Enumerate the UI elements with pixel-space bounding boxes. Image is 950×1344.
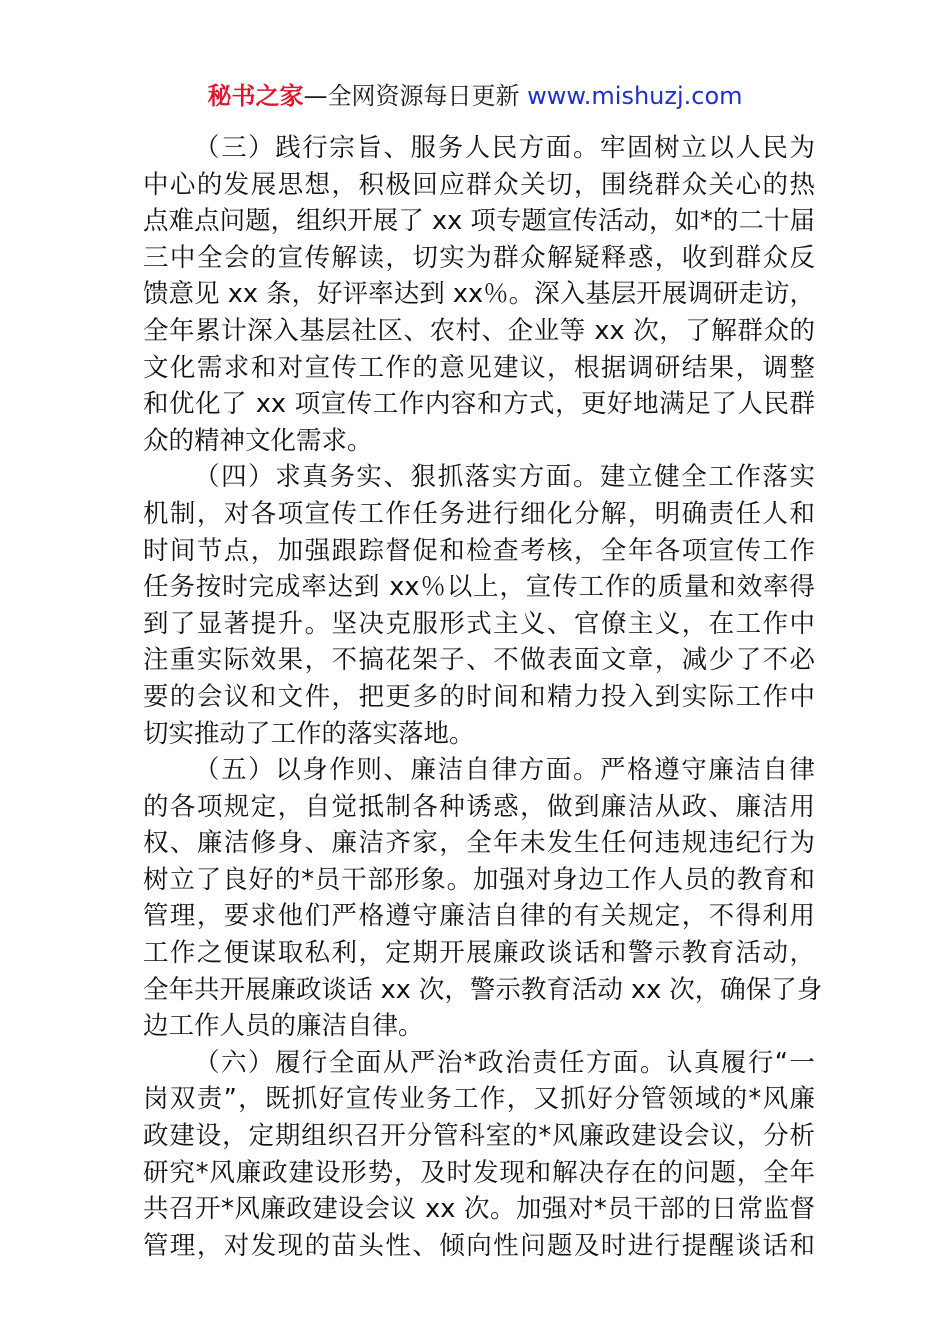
paragraph-line: 管理，要求他们严格遵守廉洁自律的有关规定，不得利用 (143, 901, 815, 932)
paragraph-line: 众的精神文化需求。 (143, 425, 373, 456)
brand-name: 秘书之家 (207, 82, 304, 110)
paragraph-line: 三中全会的宣传解读，切实为群众解疑释惑，收到群众反 (143, 242, 815, 273)
paragraph-line: 和优化了 xx 项宣传工作内容和方式，更好地满足了人民群 (143, 389, 815, 420)
site-header (0, 78, 950, 114)
paragraph-line: 树立了良好的*员干部形象。加强对身边工作人员的教育和 (143, 864, 815, 895)
paragraph-first-line: （五）以身作则、廉洁自律方面。严格遵守廉洁自律 (194, 755, 815, 786)
header-tagline: —全网资源每日更新 (303, 82, 528, 110)
paragraph-line: 点难点问题，组织开展了 xx 项专题宣传活动，如*的二十届 (143, 206, 815, 237)
paragraph-line: 权、廉洁修身、廉洁齐家，全年未发生任何违规违纪行为 (143, 828, 815, 859)
paragraph-line: 到了显著提升。坚决克服形式主义、官僚主义，在工作中 (143, 608, 815, 639)
paragraph-line: 的各项规定，自觉抵制各种诱惑，做到廉洁从政、廉洁用 (143, 791, 815, 822)
paragraph-line: 全年共开展廉政谈话 xx 次，警示教育活动 xx 次，确保了身 (143, 974, 823, 1005)
paragraph-line: 馈意见 xx 条，好评率达到 xx％。深入基层开展调研走访， (143, 279, 815, 310)
site-url-link[interactable]: www.mishuzj.com (527, 82, 743, 110)
paragraph-first-line: （四）求真务实、狠抓落实方面。建立健全工作落实 (194, 462, 815, 493)
paragraph-line: 文化需求和对宣传工作的意见建议，根据调研结果，调整 (143, 352, 815, 383)
paragraph-line: 任务按时完成率达到 xx％以上，宣传工作的质量和效率得 (143, 572, 815, 603)
paragraph-line: 时间节点，加强跟踪督促和检查考核，全年各项宣传工作 (143, 535, 815, 566)
paragraph-first-line: （六）履行全面从严治*政治责任方面。认真履行“一 (194, 1047, 815, 1078)
paragraph-line: 注重实际效果，不搞花架子、不做表面文章，减少了不必 (143, 645, 815, 676)
paragraph-line: 要的会议和文件，把更多的时间和精力投入到实际工作中 (143, 681, 815, 712)
paragraph-line: 切实推动了工作的落实落地。 (143, 718, 475, 749)
paragraph-line: 机制，对各项宣传工作任务进行细化分解，明确责任人和 (143, 498, 815, 529)
paragraph-first-line: （三）践行宗旨、服务人民方面。牢固树立以人民为 (194, 133, 815, 163)
paragraph-line: 政建设，定期组织召开分管科室的*风廉政建设会议，分析 (143, 1121, 815, 1152)
paragraph-line: 管理，对发现的苗头性、倾向性问题及时进行提醒谈话和 (143, 1230, 815, 1261)
paragraph-line: 全年累计深入基层社区、农村、企业等 xx 次，了解群众的 (143, 315, 815, 346)
paragraph-line: 共召开*风廉政建设会议 xx 次。加强对*员干部的日常监督 (143, 1194, 815, 1225)
document-body (143, 130, 823, 1264)
paragraph-line: 研究*风廉政建设形势，及时发现和解决存在的问题，全年 (143, 1157, 815, 1188)
paragraph-line: 中心的发展思想，积极回应群众关切，围绕群众关心的热 (143, 169, 815, 200)
paragraph-line: 岗双责”，既抓好宣传业务工作，又抓好分管领域的*风廉 (143, 1084, 815, 1115)
paragraph-line: 边工作人员的廉洁自律。 (143, 1011, 424, 1042)
paragraph-line: 工作之便谋取私利，定期开展廉政谈话和警示教育活动， (143, 938, 815, 969)
